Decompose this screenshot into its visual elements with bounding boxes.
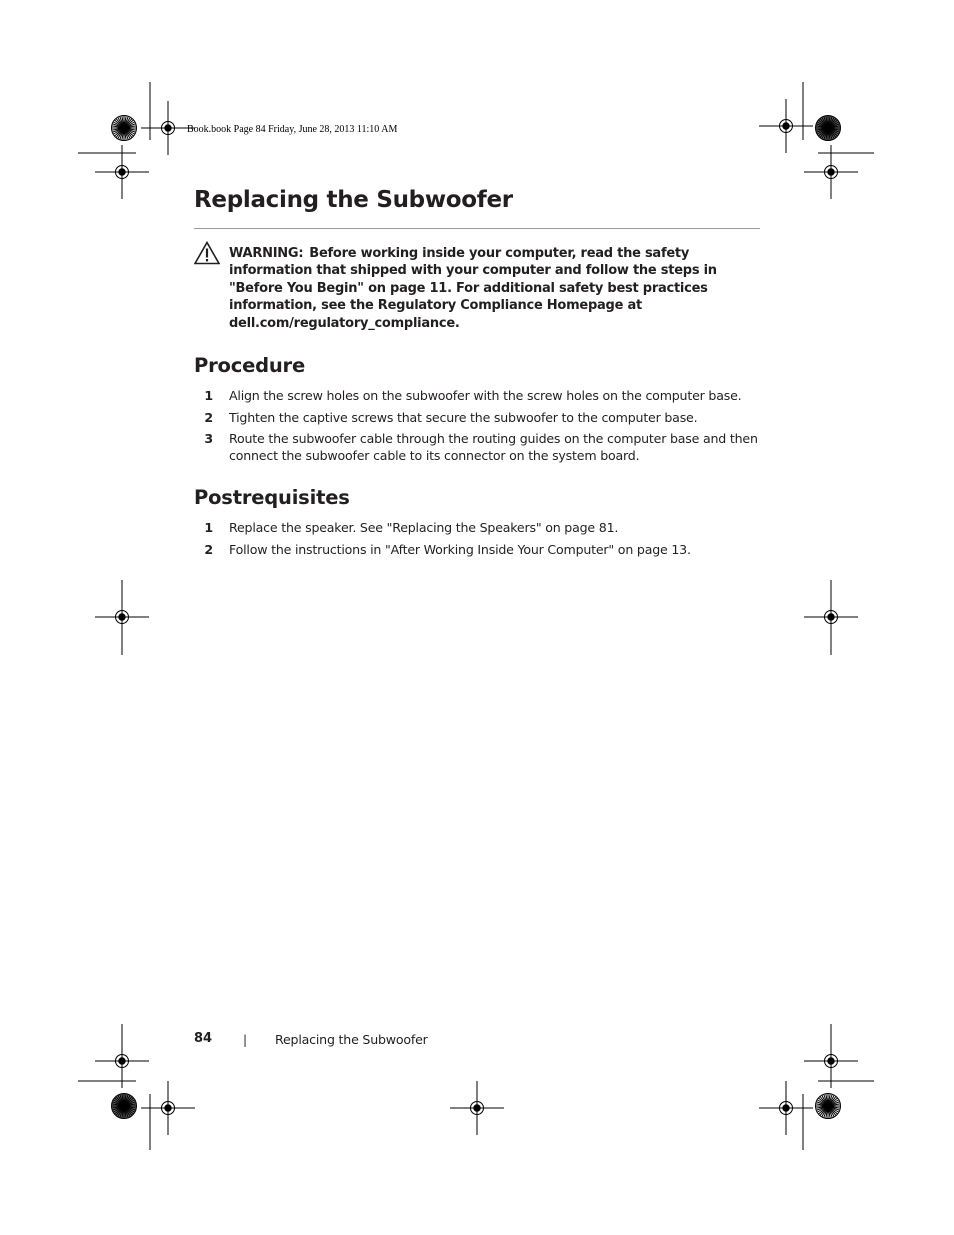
print-header: Book.book Page 84 Friday, June 28, 2013 11:10 AM xyxy=(187,124,398,135)
warning-text: Before working inside your computer, read the safety information that shipped with your computer and follow the steps in "Before You Begin" on page 11. For additional safety best practices information, see the Regulatory Compliance Homepage at dell.com/regulatory_compliance. xyxy=(229,246,717,331)
list-item xyxy=(194,409,764,426)
step-number: 2 xyxy=(204,542,213,557)
step-number: 2 xyxy=(204,410,213,425)
list-item xyxy=(194,387,764,404)
page-title: Replacing the Subwoofer xyxy=(194,187,513,213)
step-number: 3 xyxy=(204,431,213,446)
procedure-heading: Procedure xyxy=(194,354,305,377)
step-number: 1 xyxy=(204,520,213,535)
procedure-list xyxy=(194,387,764,464)
step-text: Tighten the captive screws that secure the subwoofer to the computer base. xyxy=(229,410,698,425)
warning-notice xyxy=(229,245,759,332)
footer-section-title: Replacing the Subwoofer xyxy=(275,1032,428,1047)
warning-triangle-icon xyxy=(194,241,220,265)
warning-label: WARNING: xyxy=(229,246,304,261)
title-rule xyxy=(194,228,760,229)
step-text: Replace the speaker. See "Replacing the Speakers" on page 81. xyxy=(229,520,619,535)
postrequisites-list xyxy=(194,519,764,558)
page-number: 84 xyxy=(194,1031,213,1046)
list-item xyxy=(194,541,764,558)
footer-separator: | xyxy=(243,1033,248,1047)
list-item xyxy=(194,519,764,536)
step-number: 1 xyxy=(204,388,213,403)
step-text: Route the subwoofer cable through the routing guides on the computer base and then connect the subwoofer cable to its connector on the system board. xyxy=(229,431,758,463)
step-text: Follow the instructions in "After Working Inside Your Computer" on page 13. xyxy=(229,542,691,557)
postrequisites-heading: Postrequisites xyxy=(194,486,350,509)
list-item xyxy=(194,430,764,464)
step-text: Align the screw holes on the subwoofer with the screw holes on the computer base. xyxy=(229,388,742,403)
